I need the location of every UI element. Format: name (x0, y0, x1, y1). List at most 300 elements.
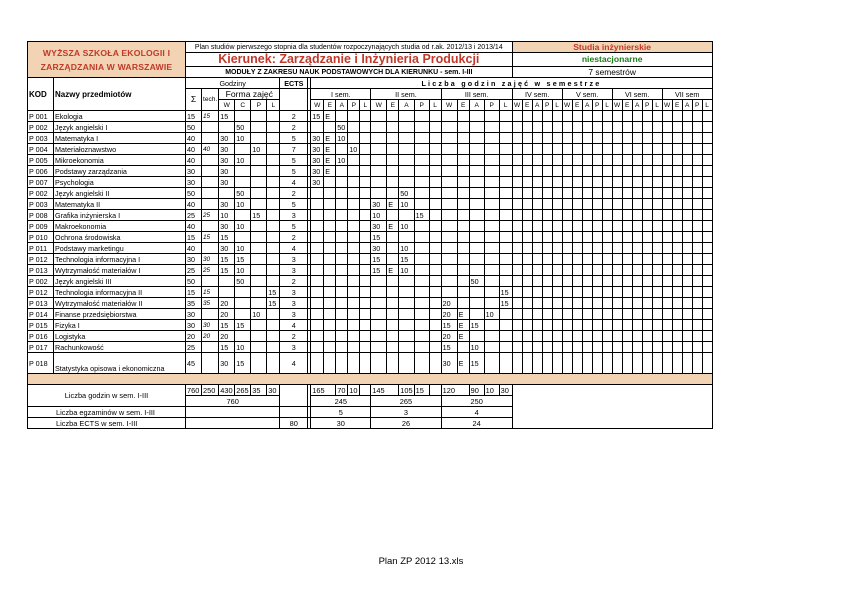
semester-hours-cell (371, 188, 387, 199)
empty-semester-cell (542, 287, 552, 298)
empty-semester-cell (572, 166, 582, 177)
semester-form-letter: P (348, 100, 360, 111)
empty-semester-cell (592, 309, 602, 320)
empty-semester-cell (562, 232, 572, 243)
semester-hours-cell (484, 166, 499, 177)
semester-hours-cell (360, 331, 371, 342)
empty-semester-cell (602, 199, 612, 210)
empty-semester-cell (632, 111, 642, 122)
empty-semester-cell (682, 144, 692, 155)
semester-hours-cell (324, 232, 336, 243)
hours-tech: 40 (202, 144, 219, 155)
empty-semester-cell (632, 353, 642, 374)
hours-c: 15 (235, 320, 251, 331)
empty-semester-cell (642, 210, 652, 221)
semester-hours-cell (348, 331, 360, 342)
hours-total: 15 (186, 287, 202, 298)
semester-hours-cell (360, 320, 371, 331)
empty-semester-cell (702, 221, 712, 232)
empty-semester-cell (672, 144, 682, 155)
semester-hours-cell (414, 342, 429, 353)
semester-hours-cell (414, 254, 429, 265)
empty-semester-cell (552, 342, 562, 353)
empty-semester-cell (592, 188, 602, 199)
empty-semester-cell (642, 243, 652, 254)
empty-semester-cell (612, 320, 622, 331)
empty-semester-cell (552, 188, 562, 199)
semester-hours-cell (387, 210, 399, 221)
empty-semester-cell (572, 342, 582, 353)
semester-form-letter: E (457, 100, 469, 111)
semester-hours-cell (441, 287, 457, 298)
semester-hours-cell (469, 309, 484, 320)
empty-semester-cell (582, 309, 592, 320)
empty-semester-cell (662, 276, 672, 287)
sem-sum-p: 10 (484, 385, 499, 396)
hours-tech (202, 155, 219, 166)
study-plan-sheet (27, 41, 713, 429)
empty-semester-cell (622, 199, 632, 210)
semester-hours-cell (414, 265, 429, 276)
semester-hours-cell (429, 133, 441, 144)
subject-name: Wytrzymałość materiałów I (54, 265, 186, 276)
empty-semester-cell (512, 133, 522, 144)
school-name: WYŻSZA SZKOŁA EKOLOGII I ZARZĄDZANIA W WARSZAWIE (28, 42, 186, 78)
semester-hours-cell (399, 177, 414, 188)
hours-total: 25 (186, 342, 202, 353)
semester-hours-cell (484, 331, 499, 342)
semester-hours-cell (469, 232, 484, 243)
tech-header: tech. (202, 89, 219, 111)
semester-hours-cell: 15 (441, 320, 457, 331)
semester-hours-cell (371, 342, 387, 353)
semester-hours-cell (484, 122, 499, 133)
hours-w: 20 (219, 331, 235, 342)
semester-hours-cell (499, 210, 512, 221)
semester-hours-cell (457, 188, 469, 199)
empty-semester-cell (702, 298, 712, 309)
subject-name: Technologia informacyjna II (54, 287, 186, 298)
semester-hours-cell (399, 166, 414, 177)
semester-hours-cell (387, 111, 399, 122)
empty-semester-cell (572, 144, 582, 155)
empty-semester-cell (672, 155, 682, 166)
hours-tech: 25 (202, 265, 219, 276)
hours-w: 15 (219, 254, 235, 265)
ects-value: 3 (280, 309, 308, 320)
semester-hours-cell (336, 199, 348, 210)
ects-value: 3 (280, 210, 308, 221)
empty-semester-cell (682, 221, 692, 232)
empty-semester-cell (562, 353, 572, 374)
empty-semester-cell (702, 254, 712, 265)
empty-semester-cell (592, 199, 602, 210)
empty-semester-cell (652, 254, 662, 265)
empty-semester-cell (672, 199, 682, 210)
empty-semester-cell (542, 276, 552, 287)
empty-semester-cell (582, 221, 592, 232)
empty-semester-cell (512, 243, 522, 254)
semester-hours-cell: 15 (499, 298, 512, 309)
empty-semester-cell (652, 166, 662, 177)
empty-semester-cell (582, 144, 592, 155)
semester-hours-cell (311, 342, 324, 353)
empty-semester-cell (522, 188, 532, 199)
empty-semester-cell (672, 232, 682, 243)
empty-semester-cell (652, 320, 662, 331)
semester-hours-cell: 30 (311, 144, 324, 155)
subject-row (28, 111, 713, 122)
hours-header: Godziny (186, 78, 280, 89)
hours-total: 25 (186, 265, 202, 276)
semester-hours-cell (348, 199, 360, 210)
empty-semester-cell (532, 287, 542, 298)
empty-semester-cell (572, 243, 582, 254)
semester-hours-cell (371, 298, 387, 309)
semester-hours-cell (429, 122, 441, 133)
semester-hours-cell (399, 122, 414, 133)
empty-semester-cell (642, 232, 652, 243)
empty-semester-cell (612, 265, 622, 276)
empty-semester-cell (602, 232, 612, 243)
empty-semester-cell (512, 144, 522, 155)
empty-semester-cell (622, 221, 632, 232)
empty-semester-cell (692, 254, 702, 265)
semester-hours-cell (457, 298, 469, 309)
subject-code: P 005 (28, 155, 54, 166)
empty-semester-cell (682, 342, 692, 353)
empty-semester-cell (702, 144, 712, 155)
semester-hours-cell (457, 232, 469, 243)
subject-name: Mikroekonomia (54, 155, 186, 166)
modules-title: MODUŁY Z ZAKRESU NAUK PODSTAWOWYCH DLA KIERUNKU - sem. I-III (186, 67, 513, 78)
semester-hours-cell: 30 (311, 177, 324, 188)
empty-semester-cell (612, 166, 622, 177)
semester-hours-cell (348, 298, 360, 309)
empty-semester-cell (662, 243, 672, 254)
ects-value: 4 (280, 320, 308, 331)
semester-form-letter: E (572, 100, 582, 111)
semester-hours-cell (441, 221, 457, 232)
hours-w: 15 (219, 265, 235, 276)
empty-semester-cell (532, 254, 542, 265)
semester-hours-cell (348, 254, 360, 265)
semester-hours-cell (399, 232, 414, 243)
empty-semester-cell (592, 265, 602, 276)
semester-1-header: I sem. (311, 89, 371, 100)
empty-semester-cell (522, 342, 532, 353)
hours-total: 30 (186, 166, 202, 177)
hours-l (267, 210, 280, 221)
empty-semester-cell (592, 155, 602, 166)
empty-semester-cell (572, 133, 582, 144)
hours-c: 10 (235, 199, 251, 210)
semester-hours-cell: 20 (441, 331, 457, 342)
empty-semester-cell (652, 122, 662, 133)
semester-hours-cell (457, 254, 469, 265)
empty-semester-cell (562, 111, 572, 122)
semester-hours-cell (348, 111, 360, 122)
blank (186, 407, 280, 418)
empty-semester-cell (702, 243, 712, 254)
empty-semester-cell (662, 298, 672, 309)
semester-hours-cell (469, 177, 484, 188)
empty-semester-cell (522, 232, 532, 243)
empty-semester-cell (632, 331, 642, 342)
hours-w: 30 (219, 353, 235, 374)
hours-w: 30 (219, 221, 235, 232)
empty-semester-cell (612, 243, 622, 254)
empty-semester-cell (632, 276, 642, 287)
empty-semester-cell (542, 342, 552, 353)
empty-semester-cell (682, 122, 692, 133)
sem-sum-a: 105 (400, 385, 413, 395)
hours-p (251, 353, 267, 374)
exams-summary-label: Liczba egzaminów w sem. I-III (28, 407, 186, 418)
semester-hours-cell (311, 221, 324, 232)
subject-row (28, 287, 713, 298)
semester-hours-cell (441, 166, 457, 177)
semester-hours-cell (399, 353, 414, 374)
hours-total: 15 (186, 232, 202, 243)
empty-semester-cell (572, 298, 582, 309)
empty-semester-cell (532, 144, 542, 155)
empty-semester-cell (682, 177, 692, 188)
hours-total: 50 (186, 276, 202, 287)
semester-hours-cell (399, 309, 414, 320)
hours-tech (202, 276, 219, 287)
semester-hours-cell: E (457, 331, 469, 342)
semester-hours-cell (360, 265, 371, 276)
empty-semester-cell (542, 155, 552, 166)
empty-semester-cell (642, 320, 652, 331)
semester-hours-cell: E (324, 155, 336, 166)
empty-semester-cell (622, 232, 632, 243)
semester-hours-cell (484, 188, 499, 199)
empty-semester-cell (572, 210, 582, 221)
empty-semester-cell (672, 342, 682, 353)
empty-semester-cell (542, 243, 552, 254)
empty-semester-cell (592, 287, 602, 298)
empty-semester-cell (592, 144, 602, 155)
semester-form-letter: P (592, 100, 602, 111)
semester-hours-cell (429, 342, 441, 353)
empty-semester-cell (552, 309, 562, 320)
semester-hours-cell (469, 133, 484, 144)
empty-semester-cell (672, 276, 682, 287)
empty-semester-cell (702, 276, 712, 287)
empty-semester-cell (622, 265, 632, 276)
semester-hours-cell (324, 265, 336, 276)
hours-c (235, 287, 251, 298)
hours-w (219, 276, 235, 287)
empty-semester-cell (582, 342, 592, 353)
empty-semester-cell (532, 276, 542, 287)
semester-hours-cell (429, 199, 441, 210)
empty-semester-cell (562, 276, 572, 287)
empty-semester-cell (592, 133, 602, 144)
empty-semester-cell (652, 331, 662, 342)
empty-semester-cell (582, 276, 592, 287)
subject-code: P 008 (28, 210, 54, 221)
empty-semester-cell (642, 188, 652, 199)
hours-p (251, 265, 267, 276)
semester-hours-cell (414, 133, 429, 144)
empty-semester-cell (582, 210, 592, 221)
empty-semester-cell (552, 353, 562, 374)
subject-row (28, 331, 713, 342)
empty-semester-cell (642, 353, 652, 374)
semester-hours-cell: 30 (371, 243, 387, 254)
semester-hours-cell (429, 353, 441, 374)
semester-hours-cell (499, 188, 512, 199)
empty-semester-cell (662, 331, 672, 342)
empty-semester-cell (562, 166, 572, 177)
subject-code: P 002 (28, 122, 54, 133)
semester-hours-cell (499, 265, 512, 276)
empty-semester-cell (522, 210, 532, 221)
semester-hours-cell (348, 287, 360, 298)
semester-hours-cell (336, 243, 348, 254)
empty-semester-cell (532, 320, 542, 331)
empty-semester-cell (682, 111, 692, 122)
semester-hours-cell (348, 133, 360, 144)
semester-hours-cell (414, 155, 429, 166)
semester-hours-cell (324, 298, 336, 309)
semester-hours-cell (441, 177, 457, 188)
empty-semester-cell (672, 320, 682, 331)
semester-hours-cell (414, 276, 429, 287)
subject-code: P 013 (28, 265, 54, 276)
sem-sum-w: 165 (311, 385, 336, 396)
semester-hours-cell: 30 (371, 221, 387, 232)
empty-semester-cell (662, 111, 672, 122)
semester-hours-cell (414, 309, 429, 320)
semester-hours-cell (387, 276, 399, 287)
empty-semester-cell (632, 265, 642, 276)
semester-hours-cell (441, 144, 457, 155)
semester-hours-cell (360, 133, 371, 144)
semester-hours-cell (324, 309, 336, 320)
empty-semester-cell (642, 155, 652, 166)
subject-row (28, 265, 713, 276)
empty-semester-cell (652, 221, 662, 232)
empty-semester-cell (682, 320, 692, 331)
semester-hours-cell (311, 199, 324, 210)
hours-l (267, 320, 280, 331)
empty-semester-cell (652, 111, 662, 122)
separator-row (28, 374, 713, 385)
hours-tech (202, 342, 219, 353)
sem-sum-l (360, 385, 371, 396)
subject-name: Język angielski III (54, 276, 186, 287)
empty-semester-cell (572, 331, 582, 342)
semester-hours-cell (469, 298, 484, 309)
semester-hours-cell (484, 111, 499, 122)
semester-hours-cell (336, 188, 348, 199)
semester-hours-cell (387, 243, 399, 254)
hours-w: 15 (219, 342, 235, 353)
semester-hours-cell (360, 276, 371, 287)
subject-row (28, 155, 713, 166)
hours-tech: 30 (202, 320, 219, 331)
empty-semester-cell (522, 144, 532, 155)
semester-form-letter: A (582, 100, 592, 111)
empty-semester-cell (682, 276, 692, 287)
empty-semester-cell (632, 144, 642, 155)
hours-tech: 25 (202, 210, 219, 221)
subject-code: P 012 (28, 287, 54, 298)
hours-c: 10 (235, 221, 251, 232)
semester-hours-cell (360, 177, 371, 188)
semester-form-letter: E (522, 100, 532, 111)
empty-semester-cell (702, 342, 712, 353)
ects-value: 3 (280, 287, 308, 298)
empty-semester-cell (702, 210, 712, 221)
ects-value: 2 (280, 122, 308, 133)
empty-semester-cell (612, 287, 622, 298)
hours-p (251, 111, 267, 122)
semester-hours-cell (324, 320, 336, 331)
semester-2-header: II sem. (371, 89, 441, 100)
empty-semester-cell (522, 287, 532, 298)
subject-row (28, 243, 713, 254)
semester-hours-cell: 30 (311, 166, 324, 177)
subject-name: Materiałoznawstwo (54, 144, 186, 155)
semester-hours-cell (348, 309, 360, 320)
semester-hours-cell (311, 298, 324, 309)
empty-semester-cell (602, 155, 612, 166)
semester-hours-cell (429, 243, 441, 254)
empty-semester-cell (632, 188, 642, 199)
hours-l (267, 221, 280, 232)
hours-p: 10 (251, 144, 267, 155)
hours-c (235, 210, 251, 221)
sem-sum-w: 145 (371, 385, 399, 396)
semester-hours-cell (484, 133, 499, 144)
semester-hours-cell (414, 122, 429, 133)
semester-hours-cell (387, 232, 399, 243)
empty-semester-cell (532, 221, 542, 232)
empty-semester-cell (602, 188, 612, 199)
semester-hours-cell: 20 (441, 309, 457, 320)
empty-semester-cell (682, 188, 692, 199)
empty-semester-cell (562, 221, 572, 232)
empty-semester-cell (512, 232, 522, 243)
semester-hours-cell (336, 353, 348, 374)
empty-semester-cell (542, 177, 552, 188)
semester-hours-cell (311, 265, 324, 276)
subject-row (28, 133, 713, 144)
empty-semester-cell (542, 144, 552, 155)
empty-semester-cell (622, 210, 632, 221)
empty-semester-cell (652, 232, 662, 243)
semester-hours-cell (399, 133, 414, 144)
empty-semester-cell (612, 232, 622, 243)
semester-ects: 26 (371, 418, 441, 429)
semester-hours-cell (414, 320, 429, 331)
empty-semester-cell (672, 188, 682, 199)
semester-hours-cell (499, 309, 512, 320)
empty-semester-cell (652, 144, 662, 155)
ects-summary-label: Liczba ECTS w sem. I-III (28, 418, 186, 429)
empty-semester-cell (652, 353, 662, 374)
empty-semester-cell (622, 298, 632, 309)
empty-semester-cell (602, 331, 612, 342)
empty-semester-cell (662, 320, 672, 331)
empty-semester-cell (512, 276, 522, 287)
hours-total: 40 (186, 199, 202, 210)
